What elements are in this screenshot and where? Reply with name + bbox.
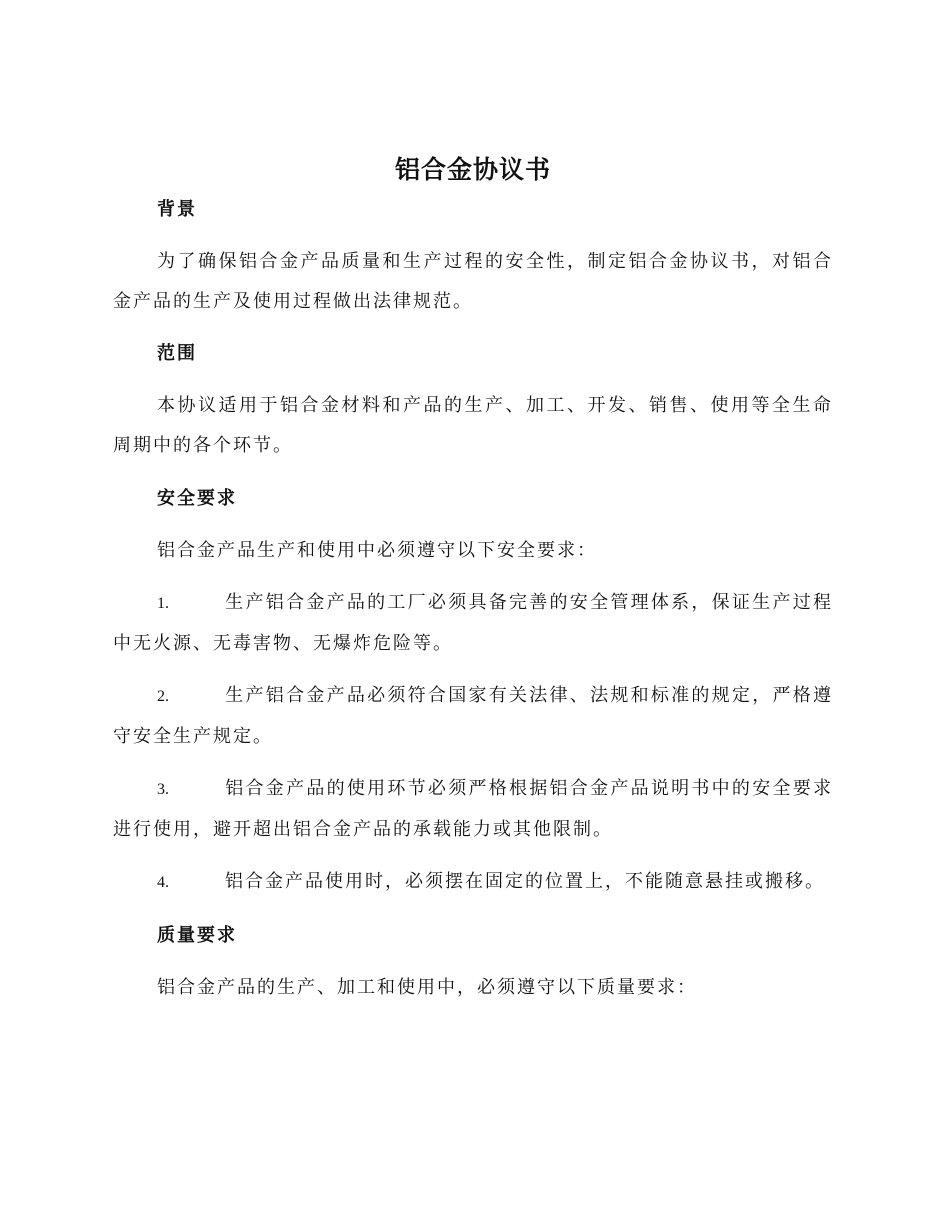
spacer [113, 519, 833, 531]
section-heading-background: 背景 [157, 199, 197, 220]
spacer [113, 466, 833, 479]
spacer [113, 374, 833, 386]
section-heading-quality: 质量要求 [157, 925, 237, 946]
background-paragraph: 为了确保铝合金产品质量和生产过程的安全性，制定铝合金协议书，对铝合金产品的生产及使用过程做出法律规范。 [113, 251, 833, 312]
safety-intro: 铝合金产品生产和使用中必须遵守以下安全要求： [157, 540, 597, 561]
list-number: 3. [157, 781, 169, 798]
list-number: 1. [157, 595, 169, 612]
spacer [113, 757, 833, 769]
section-heading-safety: 安全要求 [157, 488, 237, 509]
list-text: 生产铝合金产品必须符合国家有关法律、法规和标准的规定，严格遵守安全生产规定。 [113, 685, 833, 747]
list-text: 铝合金产品的使用环节必须严格根据铝合金产品说明书中的安全要求进行使用，避开超出铝合金产品的承载能力或其他限制。 [113, 778, 833, 840]
quality-intro: 铝合金产品的生产、加工和使用中，必须遵守以下质量要求： [157, 977, 697, 998]
scope-paragraph: 本协议适用于铝合金材料和产品的生产、加工、开发、销售、使用等全生命周期中的各个环节。 [113, 395, 833, 456]
list-number: 2. [157, 688, 169, 705]
list-number: 4. [157, 874, 169, 891]
document-page [113, 150, 833, 1008]
list-text: 生产铝合金产品的工厂必须具备完善的安全管理体系，保证生产过程中无火源、无毒害物、无爆炸危险等。 [113, 592, 833, 654]
document-title: 铝合金协议书 [394, 155, 551, 184]
spacer [113, 664, 833, 676]
spacer [113, 230, 833, 242]
list-text: 铝合金产品使用时，必须摆在固定的位置上，不能随意悬挂或搬移。 [225, 871, 825, 892]
spacer [113, 322, 833, 334]
spacer [113, 903, 833, 916]
spacer [113, 571, 833, 583]
safety-list-item-4 [113, 862, 833, 903]
safety-list-item-3 [113, 769, 833, 850]
section-heading-scope: 范围 [157, 343, 197, 364]
safety-list-item-1 [113, 583, 833, 664]
spacer [113, 850, 833, 862]
spacer [113, 956, 833, 968]
safety-list-item-2 [113, 676, 833, 757]
